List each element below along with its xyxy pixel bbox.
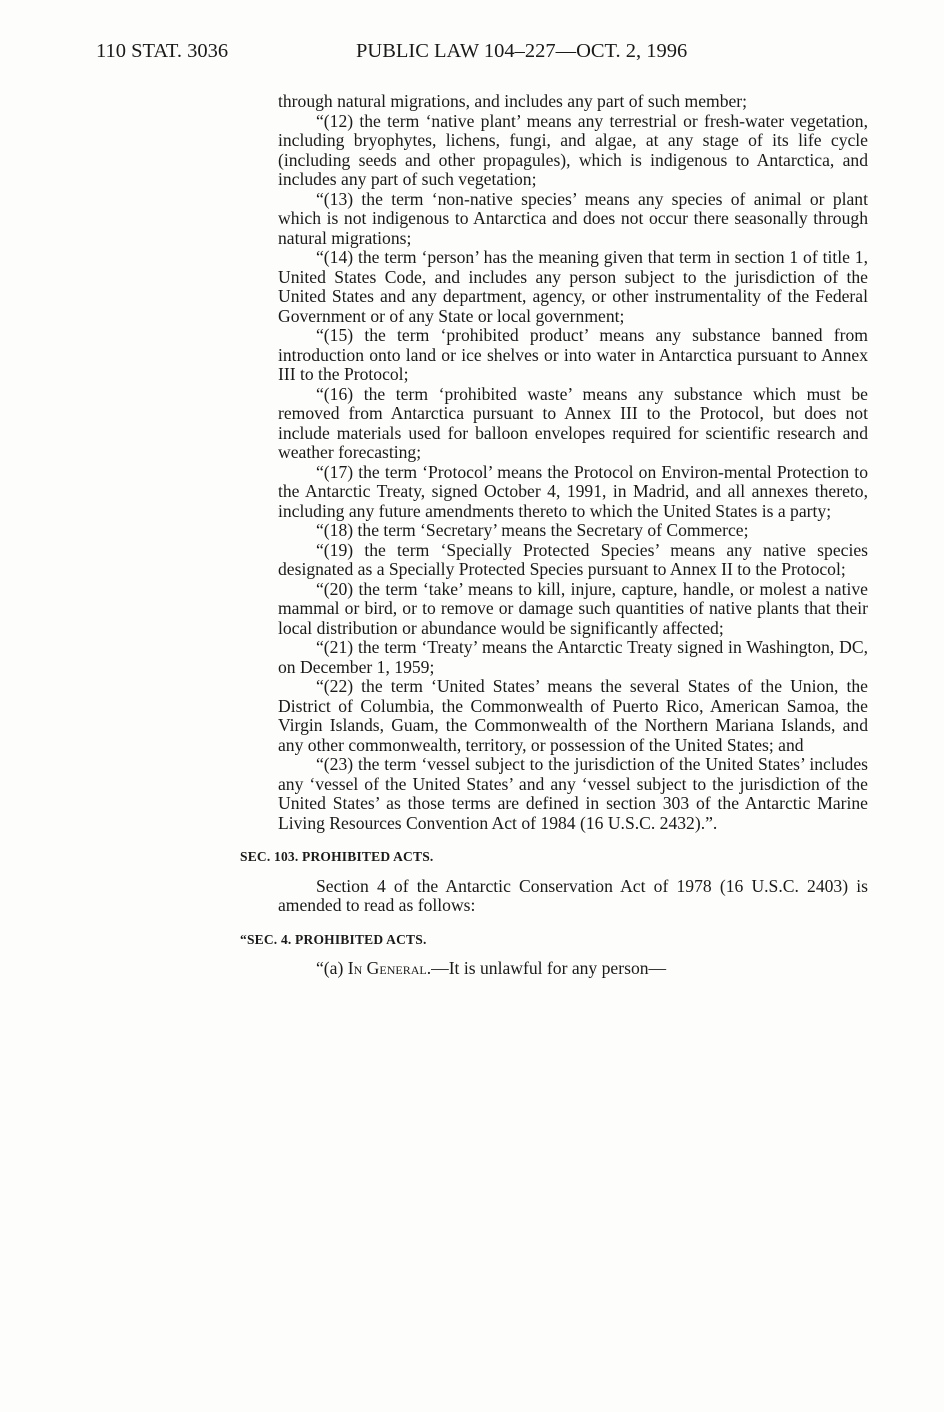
statute-page-number: 110 STAT. 3036 — [96, 40, 229, 62]
definition-23: “(23) the term ‘vessel subject to the jurisdiction of the United States’ includes any ‘vessel of the United States’ and any ‘vessel subject to the jurisdiction of the United States’ as those terms are defined in section 303 of the Antarctic Marine Living Resources Convention Act of 1984 (16 U.S.C. 2432).”. — [278, 754, 868, 833]
section-103-text: Section 4 of the Antarctic Conservation Act of 1978 (16 U.S.C. 2403) is amended to read as follows: — [278, 875, 868, 915]
definition-19: “(19) the term ‘Specially Protected Species’ means any native species designated as a Specially Protected Species pursuant to Annex II to the Protocol; — [278, 539, 868, 579]
document-body — [240, 91, 868, 979]
definition-15: “(15) the term ‘prohibited product’ means any substance banned from introduction onto land or ice shelves or into water in Antarctica pursuant to Annex III to the Protocol; — [278, 325, 868, 384]
definition-22: “(22) the term ‘United States’ means the several States of the Union, the District of Columbia, the Commonwealth of Puerto Rico, American Samoa, the Virgin Islands, Guam, the Commonwealth of the Northern Mariana Islands, and any other commonwealth, territory, or possession of the United States; and — [278, 676, 868, 755]
subsection-a — [278, 959, 868, 979]
definition-12: “(12) the term ‘native plant’ means any terrestrial or fresh-water vegetation, including bryophytes, lichens, fungi, and algae, at any stage of its life cycle (including seeds and other propagules), which is indigenous to Antarctica, and includes any part of such vegetation; — [278, 110, 868, 189]
public-law-citation: PUBLIC LAW 104–227—OCT. 2, 1996 — [356, 40, 688, 62]
section-4-heading: “SEC. 4. PROHIBITED ACTS. — [240, 931, 427, 947]
definition-14: “(14) the term ‘person’ has the meaning given that term in section 1 of title 1, United States Code, and includes any person subject to the jurisdiction of the United States and any department, agency, or other instrumentality of the Federal Government or of any State or local government; — [278, 247, 868, 326]
definition-18: “(18) the term ‘Secretary’ means the Secretary of Commerce; — [316, 520, 749, 540]
definition-13: “(13) the term ‘non-native species’ means any species of animal or plant which is not indigenous to Antarctica and does not occur there seasonally through natural migrations; — [278, 188, 868, 248]
subsection-a-prefix: “(a) — [316, 958, 348, 978]
definition-21: “(21) the term ‘Treaty’ means the Antarctic Treaty signed in Washington, DC, on December 1, 1959; — [278, 637, 868, 677]
page-header — [96, 40, 884, 70]
section-103-heading: SEC. 103. PROHIBITED ACTS. — [240, 849, 434, 864]
definition-20: “(20) the term ‘take’ means to kill, injure, capture, handle, or molest a native mammal or bird, or to remove or damage such quantities of native plants that their local distribution or abundance would be significantly affected; — [278, 578, 868, 638]
subsection-a-text: .—It is unlawful for any person— — [426, 958, 667, 978]
definition-16: “(16) the term ‘prohibited waste’ means any substance which must be removed from Antarctica pursuant to Annex III to the Protocol, but does not include materials used for balloon envelopes required for scientific research and weather forecasting; — [278, 383, 868, 462]
definition-17: “(17) the term ‘Protocol’ means the Protocol on Environ-mental Protection to the Antarctic Treaty, signed October 4, 1991, in Madrid, and all annexes thereto, including any future amendments thereto to which the United States is a party; — [278, 461, 868, 521]
paragraph-continuation: through natural migrations, and includes any part of such member; — [278, 91, 748, 111]
subsection-a-heading: In General — [347, 958, 427, 978]
